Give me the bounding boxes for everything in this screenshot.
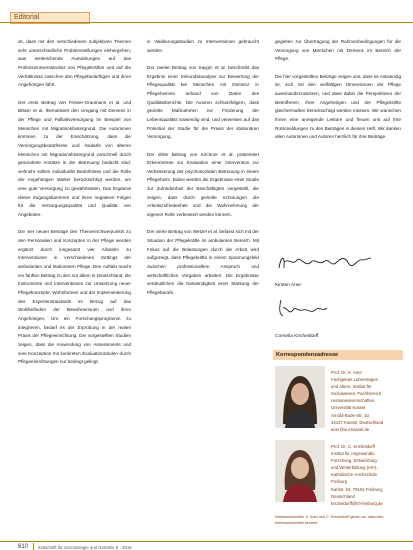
page-number: 610 [18, 544, 29, 550]
contact-card [275, 366, 403, 436]
column-1 [18, 38, 131, 376]
paragraph: Der vierte Beitrag von Wetzel et al. befasst sich mit der Situation der Pflegekräfte im ambulanten Bereich. Mit Fokus auf die Belastungen durch die Arbeit wird aufgezeigt, dass Pflegekräfte in einem Spannungsfeld zwischen professionellem Anspruch und wirtschaftlichen Vorgaben arbeiten. Die Ergebnisse verdeutlichen die Notwendigkeit einer Stärkung der Pflegeberufe. [147, 229, 259, 295]
paragraph: Der dritte Beitrag von Kirchner et al. präsentiert Erkenntnisse zur Evaluation einer Intervention zur Verbesserung der psychosozialen Betreuung in einem Pflegeheim. Dabei werden die Ergebnisse einer Studie zur Zufriedenheit der Beschäftigten vorgestellt, die zeigen, dass durch gezielte Schulungen die Arbeitszufriedenheit und die Wahrnehmung der eigenen Rolle verbessert werden können. [147, 151, 259, 218]
signature-name: Cornelia Kricheldorff [275, 334, 319, 339]
signature-name: Kirsten Aner [275, 283, 302, 288]
journal-title: Zeitschrift für Gerontologie und Geriatrie 6 · 2016 [38, 545, 132, 550]
conflict-of-interest-note: Interessenkonflikt. K. Aner und C. Kricheldorff geben an, dass kein Interessenkonflikt besteht. [275, 515, 384, 525]
email-link[interactable]: kricheldorff@kh-freiburg.de [331, 500, 383, 506]
paragraph: in Validierungsstudien zu Interventionen gebraucht werden. [147, 39, 259, 53]
signature-aner [275, 250, 401, 274]
contact-address: Prof. Dr. K. Aner Fachgebiet Lebenslagen und Altern, Institut für Sozialwesen, Fachbereich Humanwissenschaften, Universität Kassel Arnold-Bode-Str. 10, 34127 Kassel, Deutschland aner@uni-kassel.de [331, 369, 403, 433]
email-link[interactable]: aner@uni-kassel.de [331, 426, 370, 432]
paragraph: Der zweite Beitrag von Saygin et al. beschreibt das Ergebnis einer Sekundäranalyse zur Bewertung der Pflegequalität bei Menschen mit Demenz in Pflegeheimen anhand von Daten des Qualitätsberichts. Die Autoren schlussfolgern, dass gezielte Maßnahmen zur Förderung der Lebensqualität notwendig sind, und verweisen auf das Potential der Studie für die Praxis der stationären Versorgung. [147, 64, 259, 140]
footer-rule [0, 541, 413, 542]
paragraph: Die vier neuen Beiträge des Themenschwerpunkts zu den Personalien und Konzepten in der Pflege werden ergänzt durch insgesamt vier Arbeiten zu Interventionen in verschiedenen Settings der ambulanten und stationären Pflege. Den Auftakt macht ein fünften Beitrag zu den vor allem in Deutschland, die Instrumente und Interventionen zur Umsetzung neuer Pflegekonzepte, Wohnformen und der Implementierung des Expertenstandards im Bezug auf das Wohlbefinden der Bewohnerinnen und ihren Angehörigen. Um ein Forschungsprogramm zu integrieren, bedarf es der Erprobung in der realen Praxis der Pflegeeinrichtung. Die vorgestellten Studien zeigen, dass die Anwendung von Assessments und eine Konzeption mit konkreten Evaluationszielen durch Pflegeeinrichtungen nur bedingt gelingt. [18, 229, 131, 365]
section-label: Editorial [10, 12, 90, 24]
portrait-photo [275, 366, 325, 428]
portrait-photo [275, 440, 325, 502]
paragraph: Die hier vorgestellten Beiträge zeigen uns, dass es notwendig ist, sich mit den vielfältigen Dimensionen der Pflege auseinanderzusetzen, und dass dabei die Perspektiven der Betroffenen, ihrer Angehörigen und der Pflegekräfte gleichermaßen berücksichtigt werden müssen. Wir wünschen Ihnen eine anregende Lektüre und freuen uns auf Ihre Rückmeldungen zu den Beiträgen in diesem Heft. Wir danken allen Autorinnen und Autoren herzlich für ihre Beiträge. [275, 73, 401, 140]
paragraph: ist, dass mit den verschiedenen subjektiven Themen sehr unterschiedliche Problemstellungen einhergehen, was weitreichende Auswirkungen auf das Professionsverständnis von Pflegekräften und auf die Verhältnisse zwischen den Pflegebedürftigen und ihren Angehörigen führt. [18, 39, 131, 88]
contact-card [275, 440, 403, 510]
column-2 [147, 38, 259, 306]
paragraph: gegeben zur Übertragung der Rahmenbedingungen für die Versorgung von Menschen mit Demenz im Bereich der Pflege. [275, 39, 401, 62]
column-3 [275, 38, 401, 151]
footer-divider [33, 543, 34, 550]
header-rule [0, 22, 413, 23]
paragraph: Der erste Beitrag von Frewer-Graumann et al. und Bläser et al. thematisiert den Umgang mit Demenz in der Pflege und Palliativversorgung im Beispiel von Menschen mit Migrationshintergrund. Die Autorinnen kommen zu der Einschätzung, dass die Versorgungsbedürfnisse und -bedarfe von älteren Menschen mit Migrationshintergrund vorschnell durch gesonderte Ansätze in der Betreuung bedacht sind, vielmehr sollten individuelle Bedürfnisse und die Rolle der Angehörigen stärker berücksichtigt werden, um eine gute Versorgung zu gewährleisten. Das Ergebnis dieser Zugangsbarrieren und ihren negativen Folgen für die Versorgungsqualität und Qualität von Angeboten. [18, 99, 131, 218]
correspondence-heading: Korrespondenzadresse [273, 350, 403, 360]
signature-kricheldorff [275, 296, 401, 320]
contact-address: Prof. Dr. C. Kricheldorff Institut für Angewandte Forschung, Entwicklung und Weiterbildung (IAF), Katholische Hochschule Freiburg Karlstr. 63, 79104 Freiburg, Deutschland kricheldorff@kh-freiburg.de [331, 443, 403, 507]
